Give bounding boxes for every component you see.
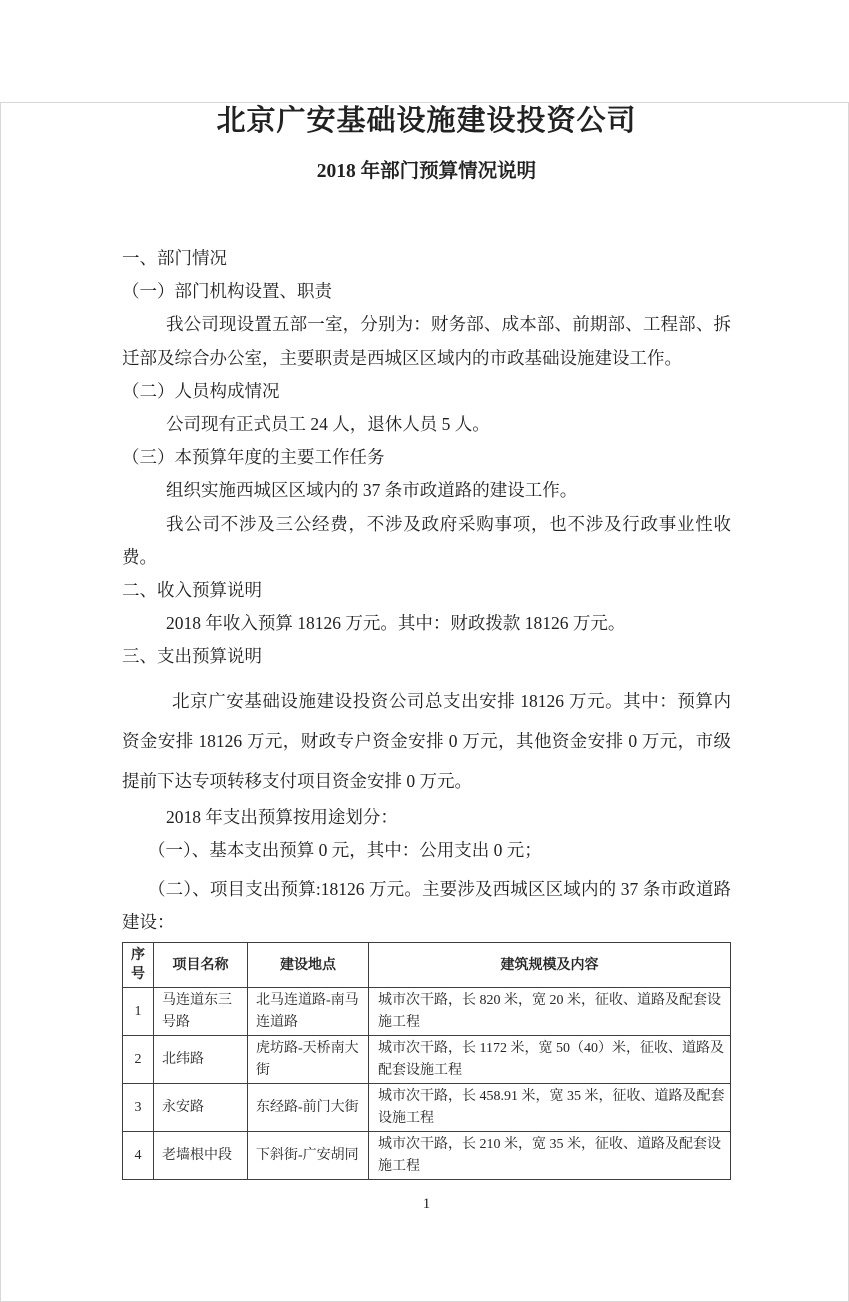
cell-location: 下斜街-广安胡同 xyxy=(248,1132,369,1180)
document-body xyxy=(122,242,731,1214)
table-row-1 xyxy=(123,988,731,1036)
col-header-project-name: 项目名称 xyxy=(154,943,248,988)
para-expense-overview: 北京广安基础设施建设投资公司总支出安排 18126 万元。其中：预算内资金安排 18126 万元，财政专户资金安排 0 万元，其他资金安排 0 万元，市级提前下达专项转移支付项目资金安排 0 万元。 xyxy=(122,690,731,791)
cell-no: 2 xyxy=(123,1036,154,1084)
cell-scale: 城市次干路，长 1172 米，宽 50（40）米，征收、道路及配套设施工程 xyxy=(369,1036,731,1084)
heading-sub-1-1: （一）部门机构设置、职责 xyxy=(122,281,332,302)
cell-location: 虎坊路-天桥南大街 xyxy=(248,1036,369,1084)
col-header-scale: 建筑规模及内容 xyxy=(369,943,731,988)
heading-section-1: 一、部门情况 xyxy=(122,248,227,268)
document-subtitle-text: 2018 年部门预算情况说明 xyxy=(316,161,537,182)
cell-scale: 城市次干路，长 458.91 米，宽 35 米，征收、道路及配套设施工程 xyxy=(369,1084,731,1132)
table-row-3 xyxy=(123,1084,731,1132)
cell-no: 1 xyxy=(123,988,154,1036)
para-org-structure: 我公司现设置五部一室，分别为：财务部、成本部、前期部、工程部、拆迁部及综合办公室，主要职责是西城区区域内的市政基础设施建设工作。 xyxy=(122,314,731,368)
table-row-2 xyxy=(123,1036,731,1084)
heading-sub-1-2: （二）人员构成情况 xyxy=(122,380,280,401)
document-title xyxy=(122,102,731,140)
cell-project-name: 马连道东三号路 xyxy=(154,988,248,1036)
para-expense-by-use: 2018 年支出预算按用途划分： xyxy=(166,806,398,827)
cell-location: 东经路-前门大街 xyxy=(248,1084,369,1132)
cell-scale: 城市次干路，长 210 米，宽 35 米，征收、道路及配套设施工程 xyxy=(369,1132,731,1180)
cell-no: 4 xyxy=(123,1132,154,1180)
cell-project-name: 永安路 xyxy=(154,1084,248,1132)
page-number: 1 xyxy=(422,1196,431,1213)
cell-location: 北马连道路-南马连道路 xyxy=(248,988,369,1036)
para-project-expense: （二）、项目支出预算:18126 万元。主要涉及西城区区域内的 37 条市政道路建设： xyxy=(122,879,731,933)
cell-project-name: 老墙根中段 xyxy=(154,1132,248,1180)
heading-section-3: 三、支出预算说明 xyxy=(122,646,262,667)
para-income-budget: 2018 年收入预算 18126 万元。其中：财政拨款 18126 万元。 xyxy=(166,613,626,634)
document-title-text: 北京广安基础设施建设投资公司 xyxy=(216,105,637,137)
heading-sub-1-3: （三）本预算年度的主要工作任务 xyxy=(122,447,385,468)
cell-project-name: 北纬路 xyxy=(154,1036,248,1084)
col-header-no: 序号 xyxy=(123,943,154,988)
para-staff: 公司现有正式员工 24 人，退休人员 5 人。 xyxy=(166,414,490,435)
para-basic-expense: （一）、基本支出预算 0 元，其中：公用支出 0 元； xyxy=(148,839,542,860)
col-header-location: 建设地点 xyxy=(248,943,369,988)
table-header-row xyxy=(123,943,731,988)
document-subtitle xyxy=(122,158,731,186)
table-row-4 xyxy=(123,1132,731,1180)
cell-no: 3 xyxy=(123,1084,154,1132)
para-main-tasks: 组织实施西城区区域内的 37 条市政道路的建设工作。 xyxy=(166,480,578,501)
heading-section-2: 二、收入预算说明 xyxy=(122,580,262,601)
para-exclusions: 我公司不涉及三公经费，不涉及政府采购事项，也不涉及行政事业性收费。 xyxy=(122,513,731,567)
document-content xyxy=(0,102,849,1214)
projects-table xyxy=(122,942,731,1180)
cell-scale: 城市次干路，长 820 米，宽 20 米，征收、道路及配套设施工程 xyxy=(369,988,731,1036)
document-page xyxy=(0,102,849,1302)
